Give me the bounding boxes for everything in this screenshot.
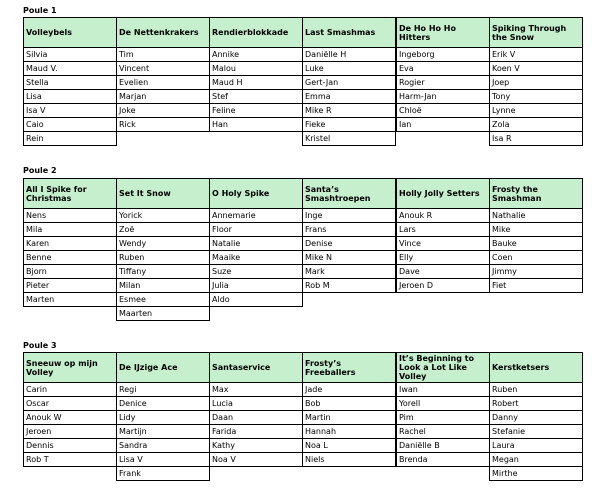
player-cell: Maarten bbox=[116, 306, 210, 321]
player-cell: Farida bbox=[209, 424, 303, 439]
team-header bbox=[209, 17, 303, 48]
player-cell: Suze bbox=[209, 264, 303, 279]
player-cell: Bauke bbox=[489, 236, 583, 251]
team-name: Set It Snow bbox=[119, 189, 171, 198]
player-cell: Ingeborg bbox=[396, 47, 490, 62]
team-header bbox=[209, 352, 303, 383]
player-cell: Frank bbox=[116, 466, 210, 481]
player-cell: Floor bbox=[209, 222, 303, 237]
player-cell: Caio bbox=[23, 117, 117, 132]
player-cell: Yorick bbox=[116, 208, 210, 223]
player-cell: Iwan bbox=[396, 382, 490, 397]
player-cell: Luke bbox=[302, 61, 396, 76]
player-cell: Aldo bbox=[209, 292, 303, 307]
player-cell: Brenda bbox=[396, 452, 490, 467]
player-cell: Tiffany bbox=[116, 264, 210, 279]
player-cell: Esmee bbox=[116, 292, 210, 307]
player-cell: Jeroen bbox=[23, 424, 117, 439]
player-cell: Mila bbox=[23, 222, 117, 237]
player-cell: Joep bbox=[489, 75, 583, 90]
team-name: Holly Jolly Setters bbox=[399, 189, 480, 198]
player-cell: Harm-Jan bbox=[396, 89, 490, 104]
pool-title: Poule 3 bbox=[23, 341, 57, 350]
player-cell: Tony bbox=[489, 89, 583, 104]
player-cell: Fiet bbox=[489, 278, 583, 293]
team-column bbox=[396, 178, 490, 293]
player-cell: Chloë bbox=[396, 103, 490, 118]
player-cell: Daniëlle H bbox=[302, 47, 396, 62]
team-column bbox=[116, 17, 210, 132]
team-column bbox=[396, 17, 490, 132]
team-name: De Ho Ho Ho Hitters bbox=[399, 23, 456, 42]
team-header bbox=[302, 17, 396, 48]
player-cell: Lynne bbox=[489, 103, 583, 118]
player-cell: Carin bbox=[23, 382, 117, 397]
player-cell: Martijn bbox=[116, 424, 210, 439]
player-cell: Annike bbox=[209, 47, 303, 62]
pool-title: Poule 2 bbox=[23, 166, 57, 175]
player-cell: Robert bbox=[489, 396, 583, 411]
player-cell: Ruben bbox=[489, 382, 583, 397]
player-cell: Ruben bbox=[116, 250, 210, 265]
player-cell: Gert-Jan bbox=[302, 75, 396, 90]
team-header bbox=[116, 17, 210, 48]
team-column bbox=[209, 178, 303, 307]
player-cell: Inge bbox=[302, 208, 396, 223]
player-cell: Yorell bbox=[396, 396, 490, 411]
player-cell: Denice bbox=[116, 396, 210, 411]
player-cell: Lars bbox=[396, 222, 490, 237]
player-cell: Anouk R bbox=[396, 208, 490, 223]
team-header bbox=[302, 178, 396, 209]
player-cell: Anouk W bbox=[23, 410, 117, 425]
team-name: De IJzige Ace bbox=[119, 363, 178, 372]
player-cell: Laura bbox=[489, 438, 583, 453]
player-cell: Noa V bbox=[209, 452, 303, 467]
team-column bbox=[302, 178, 396, 293]
team-header bbox=[302, 352, 396, 383]
team-column bbox=[209, 17, 303, 132]
player-cell: Lisa bbox=[23, 89, 117, 104]
player-cell: Daniëlle B bbox=[396, 438, 490, 453]
player-cell: Rogier bbox=[396, 75, 490, 90]
player-cell: Maaike bbox=[209, 250, 303, 265]
player-cell: Marten bbox=[23, 292, 117, 307]
team-header bbox=[396, 352, 490, 383]
player-cell: Mike N bbox=[302, 250, 396, 265]
player-cell: Bob bbox=[302, 396, 396, 411]
player-cell: Hannah bbox=[302, 424, 396, 439]
team-name: Frosty the Smashman bbox=[492, 184, 542, 203]
team-name: Volleybels bbox=[26, 28, 73, 37]
player-cell: Jeroen D bbox=[396, 278, 490, 293]
player-cell: Mike bbox=[489, 222, 583, 237]
player-cell: Dave bbox=[396, 264, 490, 279]
player-cell: Jimmy bbox=[489, 264, 583, 279]
player-cell: Milan bbox=[116, 278, 210, 293]
player-cell: Fieke bbox=[302, 117, 396, 132]
team-name: Spiking Through the Snow bbox=[492, 23, 567, 42]
player-cell: Elly bbox=[396, 250, 490, 265]
team-column bbox=[489, 352, 583, 481]
player-cell: Noa L bbox=[302, 438, 396, 453]
player-cell: Maud V. bbox=[23, 61, 117, 76]
team-header bbox=[489, 178, 583, 209]
player-cell: Jade bbox=[302, 382, 396, 397]
player-cell: Rein bbox=[23, 131, 117, 146]
team-column bbox=[396, 352, 490, 467]
team-header bbox=[23, 178, 117, 209]
team-name: O Holy Spike bbox=[212, 189, 270, 198]
player-cell: Martin bbox=[302, 410, 396, 425]
player-cell: Megan bbox=[489, 452, 583, 467]
player-cell: Niels bbox=[302, 452, 396, 467]
player-cell: Joke bbox=[116, 103, 210, 118]
team-header bbox=[116, 352, 210, 383]
player-cell: Max bbox=[209, 382, 303, 397]
player-cell: Benne bbox=[23, 250, 117, 265]
team-name: Frosty’s Freeballers bbox=[305, 358, 356, 377]
player-cell: Pieter bbox=[23, 278, 117, 293]
player-cell: Daan bbox=[209, 410, 303, 425]
player-cell: Dennis bbox=[23, 438, 117, 453]
team-column bbox=[302, 352, 396, 467]
team-column bbox=[489, 178, 583, 293]
player-cell: Karen bbox=[23, 236, 117, 251]
player-cell: Feline bbox=[209, 103, 303, 118]
team-name: All I Spike for Christmas bbox=[26, 184, 87, 203]
player-cell: Rachel bbox=[396, 424, 490, 439]
player-cell: Marjan bbox=[116, 89, 210, 104]
team-header bbox=[396, 178, 490, 209]
player-cell: Regi bbox=[116, 382, 210, 397]
player-cell: Mike R bbox=[302, 103, 396, 118]
player-cell: Tim bbox=[116, 47, 210, 62]
player-cell: Danny bbox=[489, 410, 583, 425]
team-header bbox=[396, 17, 490, 48]
player-cell: Isa R bbox=[489, 131, 583, 146]
team-column bbox=[489, 17, 583, 146]
player-cell: Erik V bbox=[489, 47, 583, 62]
team-column bbox=[116, 178, 210, 321]
player-cell: Bjorn bbox=[23, 264, 117, 279]
player-cell: Natalie bbox=[209, 236, 303, 251]
player-cell: Emma bbox=[302, 89, 396, 104]
team-header bbox=[116, 178, 210, 209]
player-cell: Eva bbox=[396, 61, 490, 76]
player-cell: Nathalie bbox=[489, 208, 583, 223]
team-column bbox=[209, 352, 303, 467]
player-cell: Kathy bbox=[209, 438, 303, 453]
player-cell: Koen V bbox=[489, 61, 583, 76]
player-cell: Rob T bbox=[23, 452, 117, 467]
team-name: Santa’s Smashtroepen bbox=[305, 184, 371, 203]
team-name: Last Smashmas bbox=[305, 28, 376, 37]
team-header bbox=[209, 178, 303, 209]
team-column bbox=[23, 352, 117, 467]
team-column bbox=[116, 352, 210, 481]
player-cell: Ian bbox=[396, 117, 490, 132]
player-cell: Malou bbox=[209, 61, 303, 76]
player-cell: Wendy bbox=[116, 236, 210, 251]
player-cell: Isa V bbox=[23, 103, 117, 118]
player-cell: Annemarie bbox=[209, 208, 303, 223]
team-name: Kerstketsers bbox=[492, 363, 550, 372]
team-name: Santaservice bbox=[212, 363, 271, 372]
player-cell: Nens bbox=[23, 208, 117, 223]
team-header bbox=[23, 352, 117, 383]
team-column bbox=[23, 17, 117, 146]
player-cell: Stella bbox=[23, 75, 117, 90]
team-name: De Nettenkrakers bbox=[119, 28, 199, 37]
player-cell: Rob M bbox=[302, 278, 396, 293]
player-cell: Julia bbox=[209, 278, 303, 293]
pool-title: Poule 1 bbox=[23, 6, 57, 15]
team-header bbox=[23, 17, 117, 48]
player-cell: Zoë bbox=[116, 222, 210, 237]
player-cell: Rick bbox=[116, 117, 210, 132]
player-cell: Vince bbox=[396, 236, 490, 251]
player-cell: Lucia bbox=[209, 396, 303, 411]
player-cell: Frans bbox=[302, 222, 396, 237]
player-cell: Mark bbox=[302, 264, 396, 279]
player-cell: Lisa V bbox=[116, 452, 210, 467]
team-name: Sneeuw op mijn Volley bbox=[26, 358, 98, 377]
player-cell: Kristel bbox=[302, 131, 396, 146]
player-cell: Mirthe bbox=[489, 466, 583, 481]
player-cell: Coen bbox=[489, 250, 583, 265]
player-cell: Pim bbox=[396, 410, 490, 425]
player-cell: Maud H bbox=[209, 75, 303, 90]
team-column bbox=[302, 17, 396, 146]
player-cell: Zola bbox=[489, 117, 583, 132]
team-name: It’s Beginning to Look a Lot Like Volley bbox=[399, 354, 475, 381]
player-cell: Vincent bbox=[116, 61, 210, 76]
player-cell: Denise bbox=[302, 236, 396, 251]
player-cell: Stef bbox=[209, 89, 303, 104]
team-header bbox=[489, 17, 583, 48]
player-cell: Oscar bbox=[23, 396, 117, 411]
team-name: Rendierblokkade bbox=[212, 28, 289, 37]
team-header bbox=[489, 352, 583, 383]
team-column bbox=[23, 178, 117, 307]
player-cell: Stefanie bbox=[489, 424, 583, 439]
player-cell: Sandra bbox=[116, 438, 210, 453]
player-cell: Silvia bbox=[23, 47, 117, 62]
player-cell: Han bbox=[209, 117, 303, 132]
player-cell: Evelien bbox=[116, 75, 210, 90]
player-cell: Lidy bbox=[116, 410, 210, 425]
